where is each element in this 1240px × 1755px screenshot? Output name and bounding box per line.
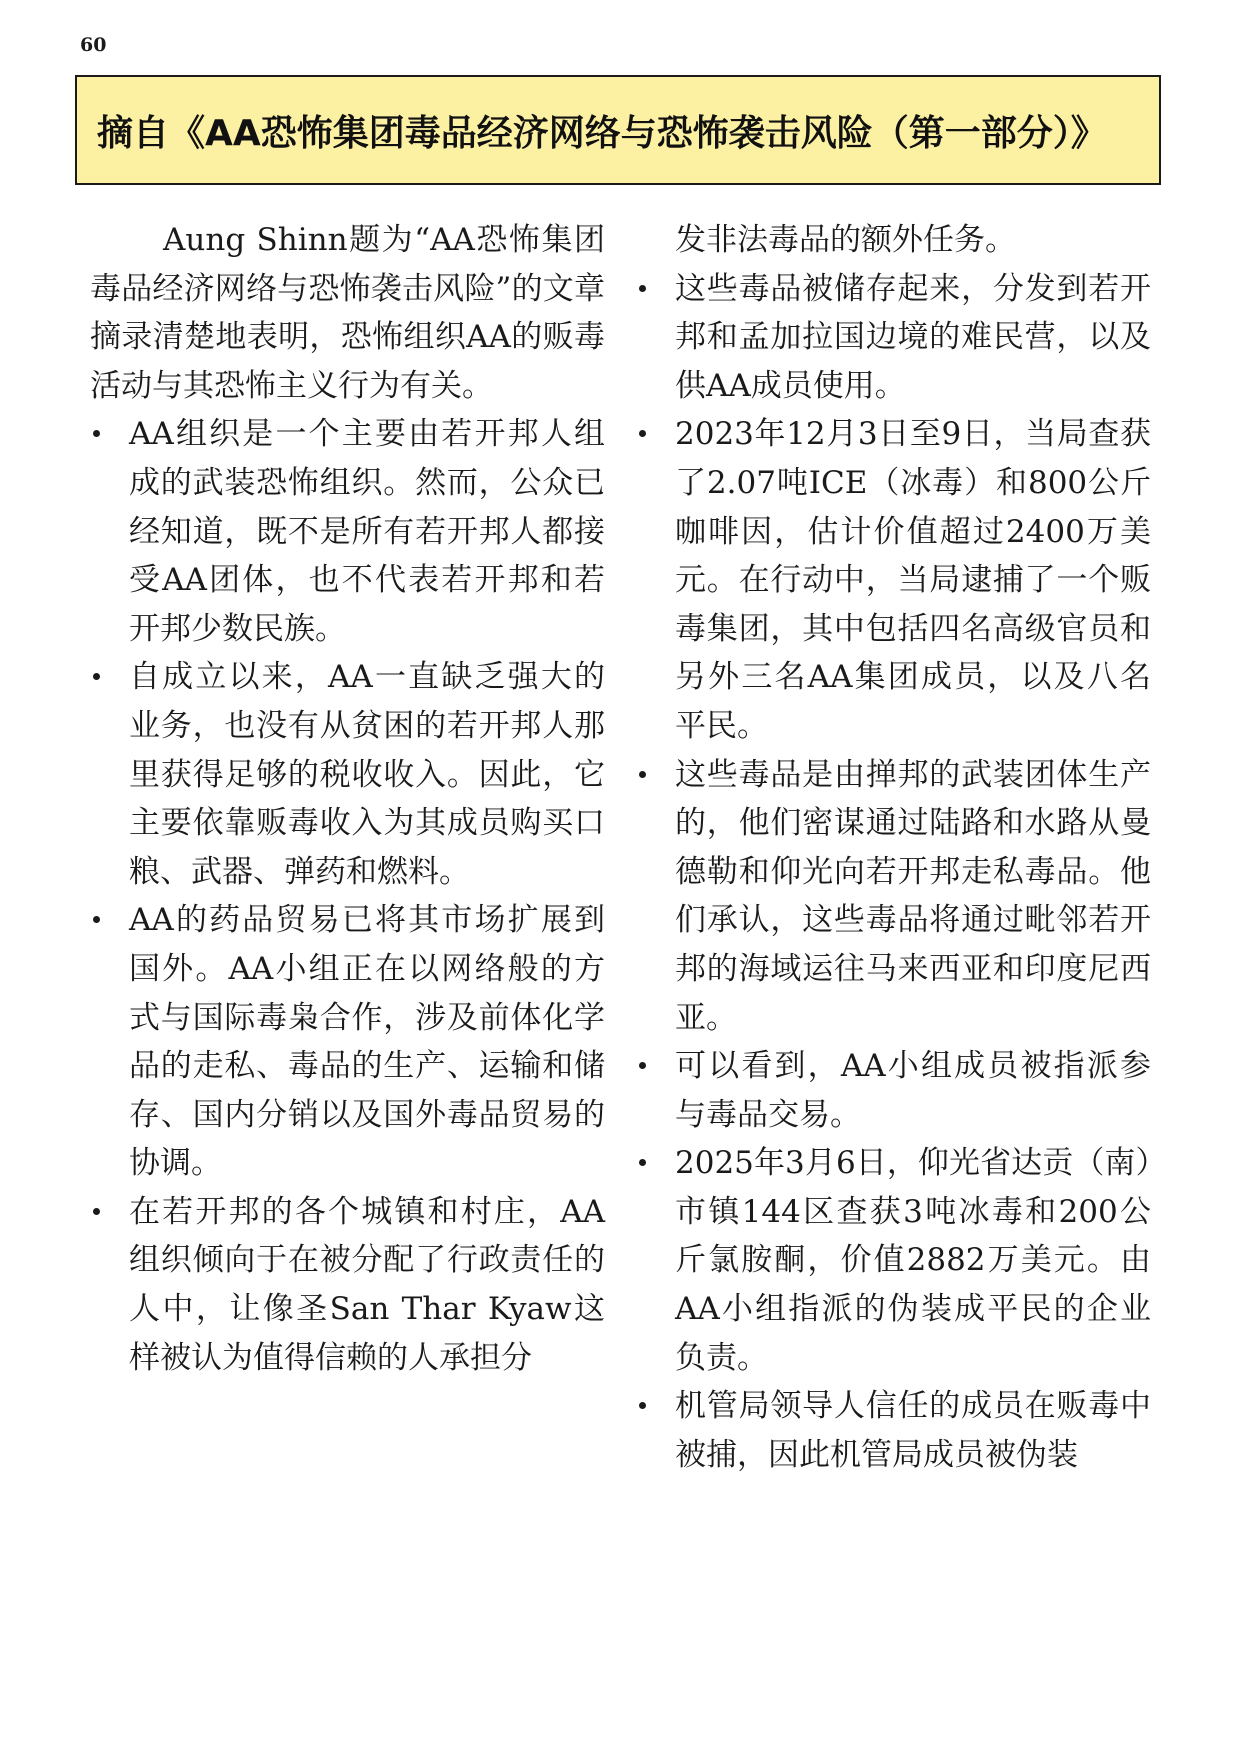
list-item-text: AA组织是一个主要由若开邦人组成的武装恐怖组织。然而，公众已经知道，既不是所有若开邦人都接受AA团体，也不代表若开邦和若开邦少数民族。 [129, 416, 605, 647]
intro-paragraph: Aung Shinn题为“AA恐怖集团毒品经济网络与恐怖袭击风险”的文章摘录清楚地表明，恐怖组织AA的贩毒活动与其恐怖主义行为有关。 [90, 222, 605, 404]
list-item-text: 自成立以来，AA一直缺乏强大的业务，也没有从贫困的若开邦人那里获得足够的税收收入。因此，它主要依靠贩毒收入为其成员购买口粮、武器、弹药和燃料。 [129, 659, 605, 890]
page-title: 摘自《AA恐怖集团毒品经济网络与恐怖袭击风险（第一部分）》 [97, 112, 1107, 154]
list-item-text: 这些毒品被储存起来，分发到若开邦和孟加拉国边境的难民营，以及供AA成员使用。 [675, 270, 1151, 404]
right-bullet-list [636, 265, 1151, 1480]
list-item-text: 2023年12月3日至9日，当局查获了2.07吨ICE（冰毒）和800公斤咖啡因，估计价值超过2400万美元。在行动中，当局逮捕了一个贩毒集团，其中包括四名高级官员和另外三名AA集团成员，以及八名平民。 [675, 416, 1151, 744]
bullet-icon [93, 1208, 100, 1215]
bullet-icon [639, 1062, 646, 1069]
list-item-text: 机管局领导人信任的成员在贩毒中被捕，因此机管局成员被伪装 [675, 1388, 1151, 1473]
left-column [90, 216, 605, 1382]
list-item [636, 1042, 1151, 1139]
list-item-text: 2025年3月6日，仰光省达贡（南）市镇144区查获3吨冰毒和200公斤氯胺酮，价值2882万美元。由AA小组指派的伪装成平民的企业负责。 [675, 1145, 1151, 1376]
bullet-icon [639, 1159, 646, 1166]
list-item [90, 410, 605, 653]
continuation-text: 发非法毒品的额外任务。 [675, 222, 1016, 258]
bullet-icon [93, 673, 100, 680]
list-item [636, 410, 1151, 750]
list-item [90, 1188, 605, 1382]
bullet-icon [639, 430, 646, 437]
list-item [90, 653, 605, 896]
bullet-icon [93, 916, 100, 923]
list-item [636, 1139, 1151, 1382]
bullet-icon [639, 771, 646, 778]
list-item [90, 896, 605, 1188]
page-number: 60 [80, 34, 107, 56]
list-item-text: 这些毒品是由掸邦的武装团体生产的，他们密谋通过陆路和水路从曼德勒和仰光向若开邦走私毒品。他们承认，这些毒品将通过毗邻若开邦的海域运往马来西亚和印度尼西亚。 [675, 756, 1151, 1036]
left-bullet-list [90, 410, 605, 1382]
list-item [636, 265, 1151, 411]
right-column [636, 216, 1151, 1479]
bullet-icon [639, 285, 646, 292]
list-item-text: 可以看到，AA小组成员被指派参与毒品交易。 [675, 1048, 1151, 1133]
list-item [636, 751, 1151, 1043]
list-item-text: 在若开邦的各个城镇和村庄，AA组织倾向于在被分配了行政责任的人中，让像圣San Thar Kyaw这样被认为值得信赖的人承担分 [129, 1193, 605, 1376]
bullet-icon [639, 1402, 646, 1409]
bullet-icon [93, 430, 100, 437]
list-item [636, 1382, 1151, 1479]
title-box [75, 75, 1161, 185]
list-item-text: AA的药品贸易已将其市场扩展到国外。AA小组正在以网络般的方式与国际毒枭合作，涉及前体化学品的走私、毒品的生产、运输和储存、国内分销以及国外毒品贸易的协调。 [129, 902, 605, 1182]
